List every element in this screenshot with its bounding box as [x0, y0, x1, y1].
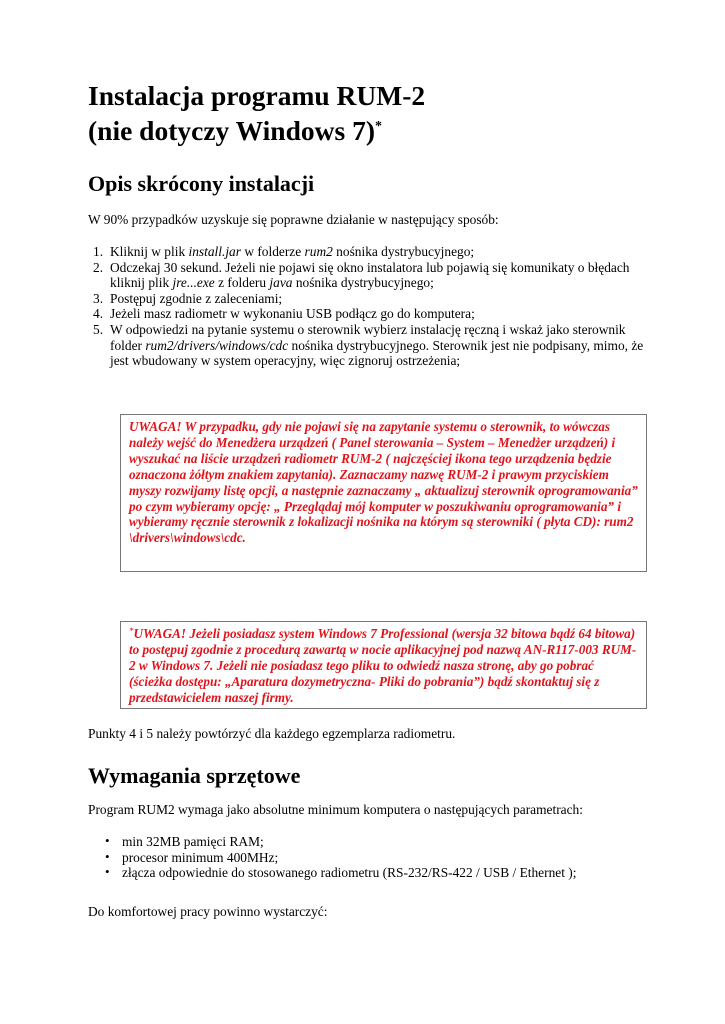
step-text-part: z folderu [214, 275, 270, 291]
step-number: 2. [93, 259, 104, 275]
title-line-1: Instalacja programu RUM-2 [88, 80, 426, 111]
install-intro: W 90% przypadków uzyskuje się poprawne działanie w następujący sposób: [88, 212, 499, 227]
requirement-item [88, 850, 648, 866]
requirements-list [88, 834, 648, 881]
requirement-item [88, 834, 648, 850]
step-text-part: java [269, 275, 293, 291]
bullet-icon: • [105, 833, 110, 848]
install-step [80, 322, 650, 369]
install-step [80, 244, 650, 260]
step-text-part: jre...exe [172, 275, 215, 291]
requirement-text: procesor minimum 400MHz; [122, 849, 279, 865]
step-number: 3. [93, 290, 104, 306]
warning-windows7-text: UWAGA! Jeżeli posiadasz system Windows 7 Professional (wersja 32 bitowa bądź 64 bitowa) to postępuj zgodnie z procedurą zawartą w nocie aplikacyjnej pod nazwą AN-R117-003 RUM-2 w Windows 7. Jeżeli nie posiadasz tego pliku to odwiedź nasza stronę, aby go pobrać (ścieżka dostępu: „Aparatura dozymetryczna- Pliki do pobrania”) bądź skontaktuj się z przedstawicielem naszej firmy. [129, 626, 637, 705]
step-text-part: nośnika dystrybucyjnego; [332, 244, 475, 259]
install-step [80, 306, 650, 322]
step-number: 5. [93, 321, 104, 337]
step-text-part: W odpowiedzi na pytanie systemu o sterownik wybierz instalację ręczną i wskaż jako sterownik folder [110, 321, 626, 353]
warning-footnote-mark: * [129, 626, 134, 636]
requirement-text: min 32MB pamięci RAM; [122, 834, 264, 849]
bullet-icon: • [105, 864, 110, 880]
install-step [80, 291, 650, 307]
page-title [88, 78, 648, 148]
document-page [88, 78, 648, 148]
section-heading-requirements: Wymagania sprzętowe [88, 763, 301, 788]
repeat-note: Punkty 4 i 5 należy powtórzyć dla każdego egzemplarza radiometru. [88, 726, 456, 741]
step-number: 1. [93, 244, 104, 259]
warning-box-driver [120, 414, 647, 572]
step-text-part: w folderze [240, 244, 305, 259]
bullet-icon: • [105, 848, 110, 864]
install-step [80, 260, 650, 291]
step-text-part: nośnika dystrybucyjnego; [292, 275, 434, 291]
comfort-note: Do komfortowej pracy powinno wystarczyć: [88, 904, 328, 919]
step-text-part: Jeżeli masz radiometr w wykonaniu USB podłącz go do komputera; [110, 306, 475, 322]
step-text-part: Odczekaj 30 sekund. Jeżeli nie pojawi się okno instalatora lub pojawią się komunikaty o błędach kliknij plik [110, 259, 630, 291]
title-footnote-mark: * [375, 119, 382, 134]
section-heading-install: Opis skrócony instalacji [88, 171, 315, 196]
step-text-part: nośnika dystrybucyjnego. Sterownik jest nie podpisany, mimo, że jest wbudowany w system operacyjny, więc zignoruj ostrzeżenia; [110, 337, 644, 369]
warning-driver-text: UWAGA! W przypadku, gdy nie pojawi się na zapytanie systemu o sterownik, to wówczas należy wejść do Menedżera urządzeń ( Panel sterowania – System – Menedżer urządzeń) i wyszukać na liście urządzeń radiometr RUM-2 ( najczęściej ikona tego urządzenia będzie oznaczona żółtym znakiem zapytania). Zaznaczamy nazwę RUM-2 i prawym przyciskiem myszy rozwijamy listę opcji, a następnie zaznaczamy „ aktualizuj sterownik oprogramowania” po czym wybieramy opcję: „ Przeglądaj mój komputer w poszukiwaniu oprogramowania” i wybieramy ręcznie sterownik z lokalizacji nośnika na którym są sterowniki ( płyta CD): rum2 \drivers\windows\cdc. [129, 419, 638, 546]
requirement-text: złącza odpowiednie do stosowanego radiometru (RS-232/RS-422 / USB / Ethernet ); [122, 865, 577, 881]
step-text-part: rum2 [304, 244, 333, 259]
step-text-part: Postępuj zgodnie z zaleceniami; [110, 290, 283, 306]
step-text-part: install.jar [188, 244, 241, 259]
step-text-part: Kliknij w plik [110, 244, 189, 259]
step-text-part: rum2/drivers/windows/cdc [145, 337, 289, 353]
install-steps-list [80, 244, 650, 369]
warning-box-windows7 [120, 621, 647, 709]
requirement-item [88, 865, 648, 881]
requirements-intro: Program RUM2 wymaga jako absolutne minimum komputera o następujących parametrach: [88, 802, 583, 817]
step-number: 4. [93, 306, 104, 322]
title-line-2: (nie dotyczy Windows 7) [88, 115, 375, 146]
